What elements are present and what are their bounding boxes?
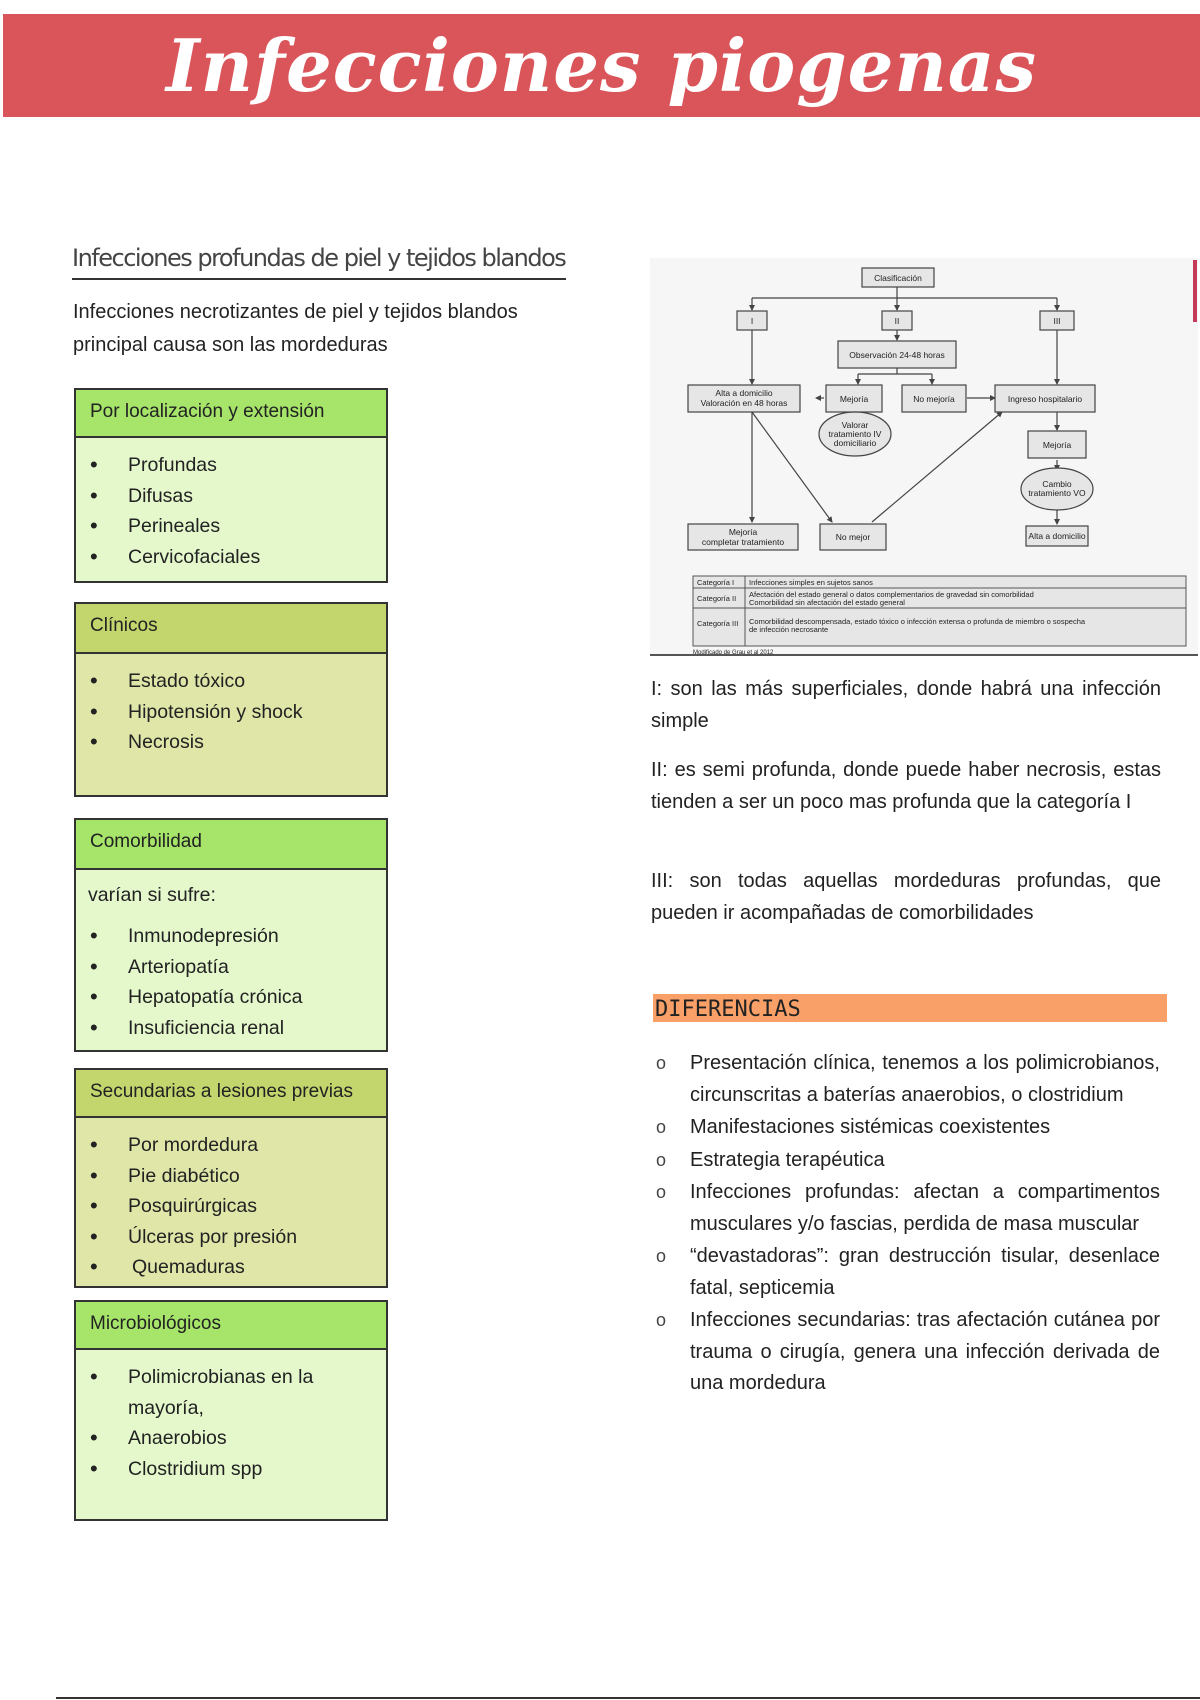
text-valorar-2: tratamiento IV [828,429,882,439]
table-desc-3b: de infección necrosante [749,625,829,634]
diferencias-list [690,1048,1160,1401]
title-banner [3,14,1200,117]
section-subtitle: Infecciones profundas de piel y tejidos blandos [72,244,566,280]
list-item: • Insuficiencia renal [128,1013,386,1044]
text-valorar-1: Valorar [841,420,869,430]
text-cambio-2: tratamiento VO [1028,488,1086,498]
text-cat1: I [750,316,754,326]
text-valorar-3: domiciliario [833,438,877,448]
box-localizacion-list [76,438,386,572]
list-item: • Quemaduras [128,1252,386,1283]
box-clinicos [74,602,388,797]
list-item: • Inmunodepresión [128,921,386,952]
list-item: • Polimicrobianas en la mayoría, [128,1362,366,1423]
diferencias-header: DIFERENCIAS [653,994,1167,1022]
text-no-mejoria: No mejoría [913,394,955,404]
list-item: • Posquirúrgicas [128,1191,386,1222]
text-alta-domicilio: Alta a domicilio [1028,531,1086,541]
table-desc-2: Afectación del estado general o datos complementarios de gravedad sin comorbilidad [749,590,1034,599]
list-item: • Arteriopatía [128,952,386,983]
table-cat-2: Categoría II [697,594,737,603]
list-item: • Clostridium spp [128,1454,366,1485]
table-desc-3: Comorbilidad descompensada, estado tóxico o infección extensa o profunda de miembro o sospecha [749,617,1086,626]
box-secundarias [74,1068,388,1288]
list-item: • Hepatopatía crónica [128,982,386,1013]
list-item: o “devastadoras”: gran destrucción tisular, desenlace fatal, septicemia [690,1241,1160,1304]
text-cat3: III [1053,316,1061,326]
table-cat-1: Categoría I [697,578,735,587]
category-2-text: II: es semi profunda, donde puede haber necrosis, estas tienden a ser un poco mas profunda que la categoría I [651,759,1161,813]
box-clinicos-header: Clínicos [76,604,386,654]
category-1-text: I: son las más superficiales, donde habrá una infección simple [651,678,1161,732]
list-item: • Hipotensión y shock [128,697,386,728]
classification-flowchart [650,258,1198,656]
box-secundarias-list [76,1118,386,1283]
text-mejoria-right: Mejoría [1042,440,1072,450]
text-alta-2: Valoración en 48 horas [700,398,788,408]
box-localizacion [74,388,388,583]
table-desc-2b: Comorbilidad sin afectación del estado general [749,598,905,607]
box-microbiologicos-list [76,1350,386,1484]
list-item: • Necrosis [128,727,386,758]
text-observacion: Observación 24-48 horas [849,350,945,360]
text-ingreso: Ingreso hospitalario [1007,394,1083,404]
edge-marker [1193,260,1197,322]
list-item: o Infecciones secundarias: tras afectación cutánea por trauma o cirugía, genera una infección derivada de una mordedura [690,1305,1160,1400]
box-microbiologicos-header: Microbiológicos [76,1302,386,1350]
list-item: • Úlceras por presión [128,1222,386,1253]
category-3-text: III: son todas aquellas mordeduras profundas, que pueden ir acompañadas de comorbilidades [651,870,1161,924]
text-cambio-1: Cambio [1042,479,1072,489]
list-item: o Estrategia terapéutica [690,1145,1160,1177]
box-localizacion-header: Por localización y extensión [76,390,386,438]
box-microbiologicos [74,1300,388,1521]
box-comorbilidad-lead: varían si sufre: [88,884,216,906]
box-clinicos-list [76,654,386,758]
list-item: • Difusas [128,481,386,512]
list-item: • Profundas [128,450,386,481]
box-comorbilidad-header: Comorbilidad [76,820,386,870]
list-item: • Cervicofaciales [128,542,386,573]
text-alta-1: Alta a domicilio [715,388,773,398]
text-no-mejora: No mejor [835,532,871,542]
intro-text: Infecciones necrotizantes de piel y tejidos blandos principal causa son las mordeduras [73,301,518,356]
list-item: • Anaerobios [128,1423,366,1454]
list-item: • Por mordedura [128,1130,386,1161]
text-clasificacion: Clasificación [874,273,922,283]
list-item: • Estado tóxico [128,666,386,697]
text-mejoria: Mejoría [839,394,869,404]
text-mejoria-bottom-1: Mejoría [728,527,758,537]
list-item: o Infecciones profundas: afectan a compartimentos musculares y/o fascias, perdida de masa muscular [690,1177,1160,1240]
box-secundarias-header: Secundarias a lesiones previas [76,1070,386,1118]
text-mejoria-bottom-2: completar tratamiento [701,537,785,547]
box-comorbilidad-list [76,907,386,1043]
list-item: • Perineales [128,511,386,542]
table-desc-1: Infecciones simples en sujetos sanos [749,578,873,587]
list-item: • Pie diabético [128,1161,386,1192]
list-item: o Manifestaciones sistémicas coexistentes [690,1112,1160,1144]
list-item: o Presentación clínica, tenemos a los polimicrobianos, circunscritas a baterías anaerobios, o clostridium [690,1048,1160,1111]
footer-divider [56,1697,1200,1699]
diagram-source: Modificado de Grau et al 2012 [693,650,774,656]
box-comorbilidad [74,818,388,1052]
page-title: Infecciones piogenas [165,23,1038,108]
text-cat2: II [894,316,900,326]
table-cat-3: Categoría III [697,619,739,628]
